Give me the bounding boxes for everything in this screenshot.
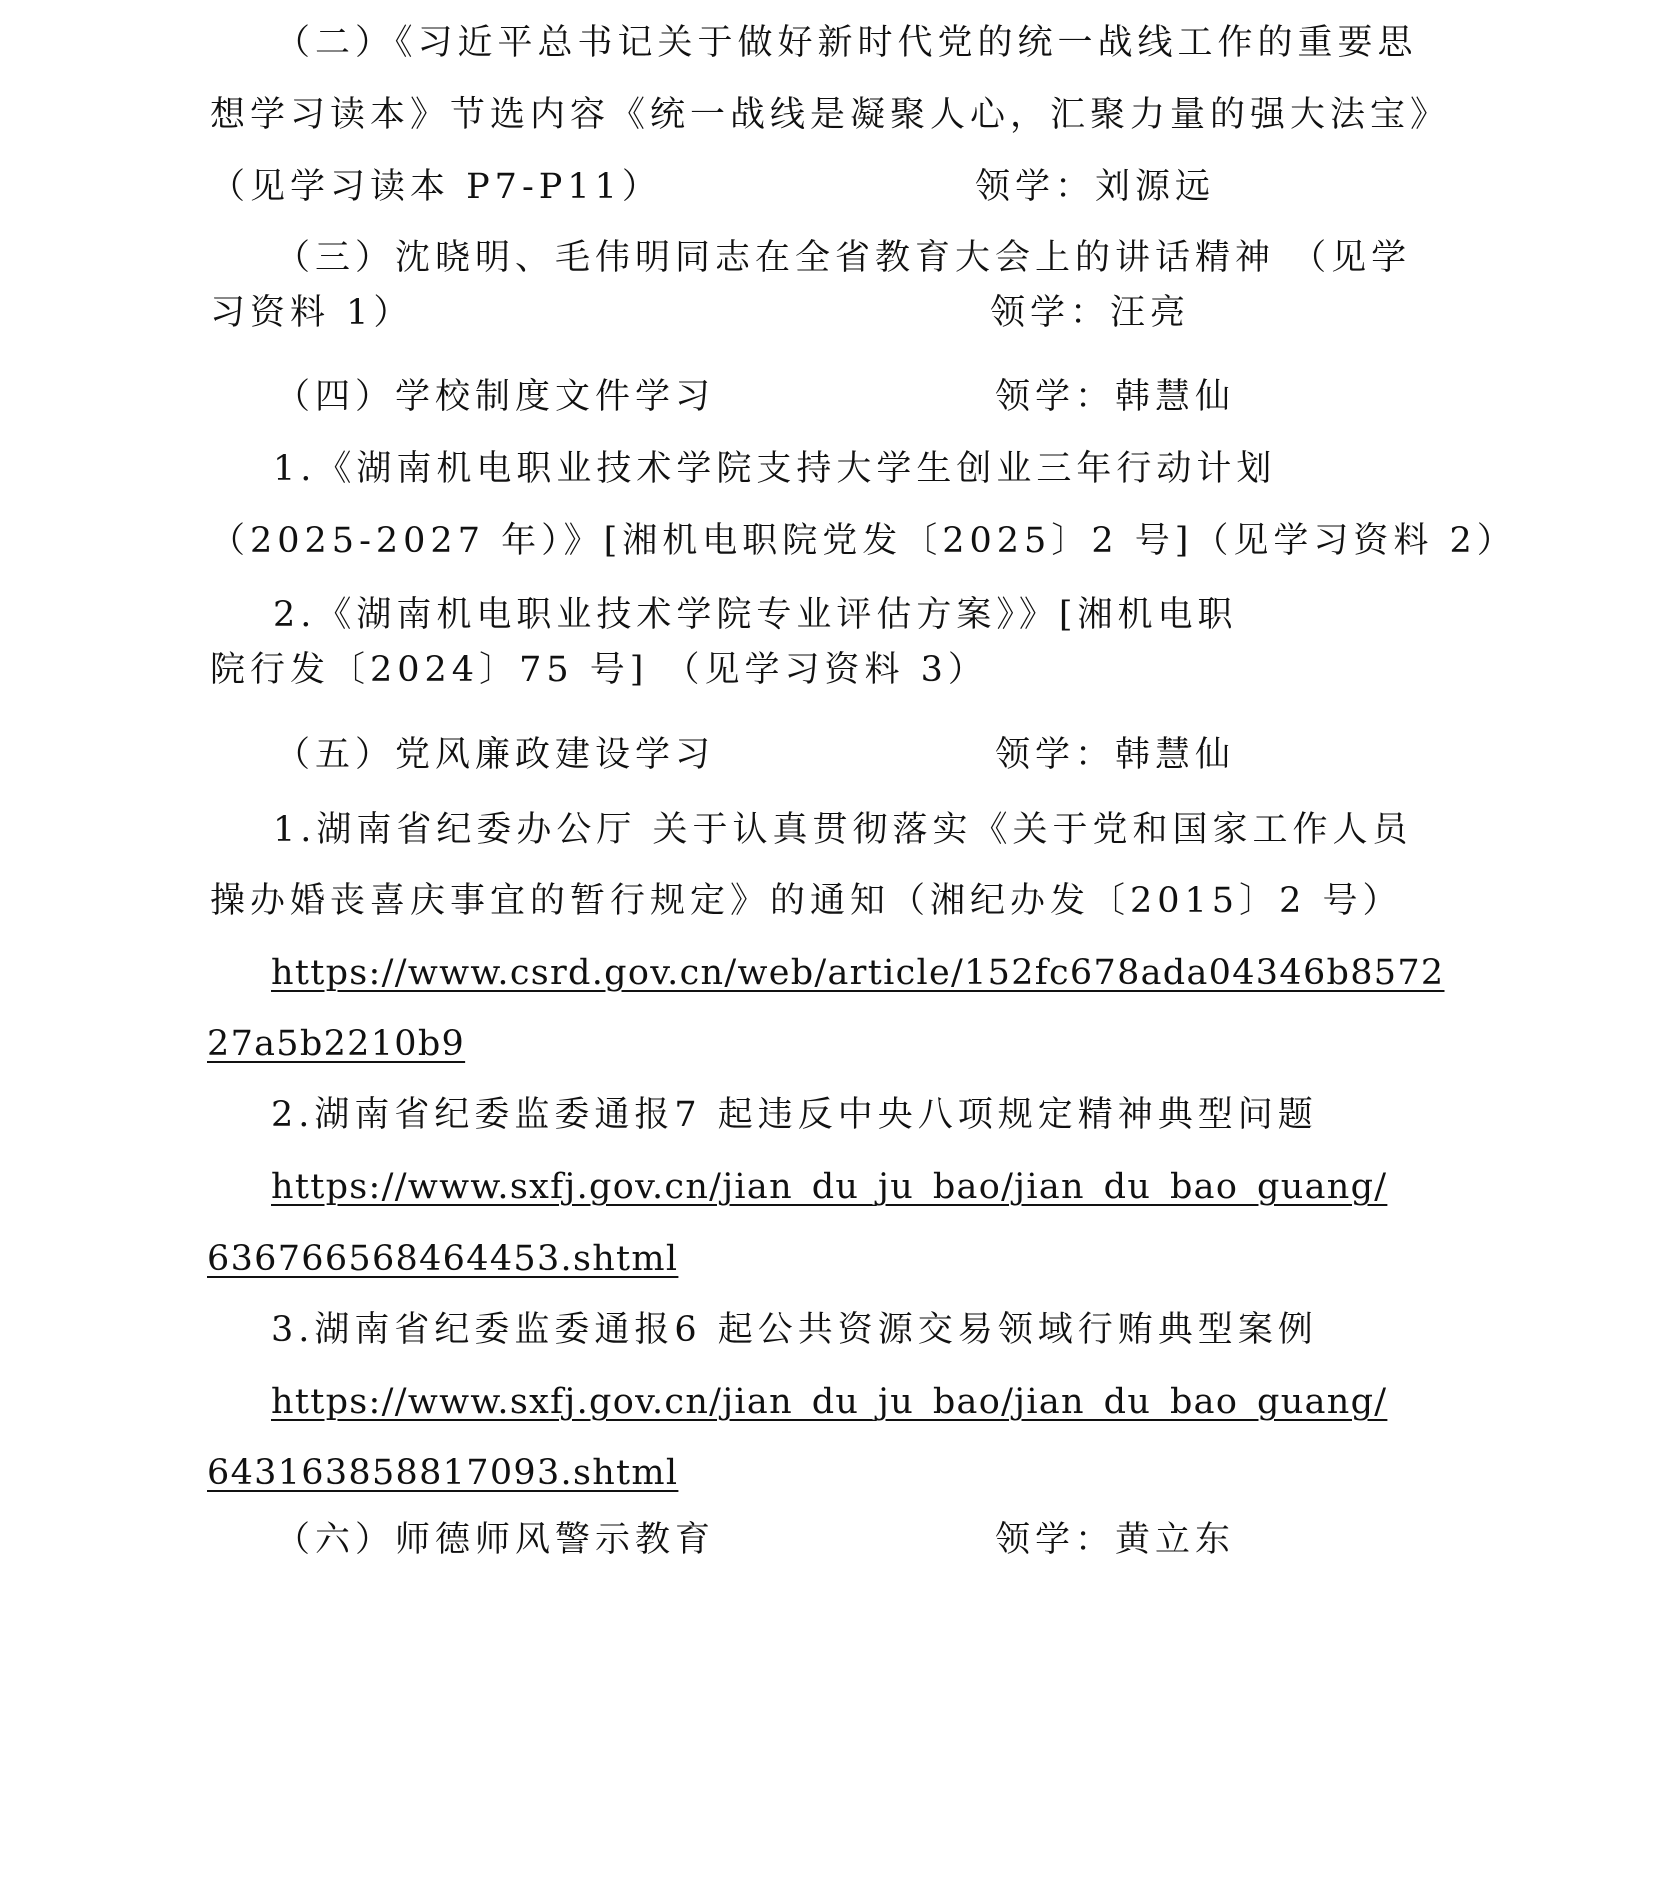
section-5-item-2-url-line-1[interactable]: https://www.sxfj.gov.cn/jian_du_ju_bao/jian_du_bao_guang/ <box>271 1167 1388 1207</box>
section-5-item-3-url-line-2[interactable]: 643163858817093.shtml <box>207 1453 679 1493</box>
section-6-lead: 领学：黄立东 <box>995 1520 1236 1560</box>
section-5-item-1-line-1: 1.湖南省纪委办公厅 关于认真贯彻落实《关于党和国家工作人员 <box>273 810 1413 850</box>
section-5-item-3-line-1: 3.湖南省纪委监委通报6 起公共资源交易领域行贿典型案例 <box>271 1310 1318 1350</box>
section-5-item-1-url-line-1[interactable]: https://www.csrd.gov.cn/web/article/152fc678ada04346b8572 <box>271 953 1445 993</box>
section-5-item-1-line-2: 操办婚丧喜庆事宜的暂行规定》的通知（湘纪办发〔2015〕2 号） <box>210 881 1403 921</box>
section-4-item-1-line-1: 1.《湖南机电职业技术学院支持大学生创业三年行动计划 <box>273 449 1277 489</box>
section-2-line-3: （见学习读本 P7-P11） <box>210 167 662 207</box>
section-4-lead: 领学：韩慧仙 <box>995 377 1236 417</box>
section-5-title: （五）党风廉政建设学习 <box>275 735 716 775</box>
section-2-lead: 领学：刘源远 <box>975 167 1216 207</box>
section-6-title: （六）师德师风警示教育 <box>275 1520 716 1560</box>
section-3-line-2: 习资料 1） <box>210 293 414 333</box>
section-3-lead: 领学：汪亮 <box>990 293 1191 333</box>
section-5-item-2-url-line-2[interactable]: 636766568464453.shtml <box>207 1239 679 1279</box>
section-4-item-2-line-1: 2.《湖南机电职业技术学院专业评估方案》》[湘机电职 <box>273 595 1238 635</box>
section-5-item-2-line-1: 2.湖南省纪委监委通报7 起违反中央八项规定精神典型问题 <box>271 1095 1318 1135</box>
section-5-item-1-url-line-2[interactable]: 27a5b2210b9 <box>207 1024 466 1064</box>
section-4-item-2-line-2: 院行发〔2024〕75 号] （见学习资料 3） <box>210 650 988 690</box>
section-4-title: （四）学校制度文件学习 <box>275 377 716 417</box>
section-3-line-1: （三）沈晓明、毛伟明同志在全省教育大会上的讲话精神 （见学 <box>275 238 1412 278</box>
section-2-line-2: 想学习读本》节选内容《统一战线是凝聚人心，汇聚力量的强大法宝》 <box>210 95 1451 135</box>
section-5-lead: 领学：韩慧仙 <box>995 735 1236 775</box>
section-4-item-1-line-2: （2025-2027 年）》[湘机电职院党发〔2025〕2 号]（见学习资料 2） <box>210 521 1517 561</box>
section-5-item-3-url-line-1[interactable]: https://www.sxfj.gov.cn/jian_du_ju_bao/jian_du_bao_guang/ <box>271 1382 1388 1422</box>
section-2-line-1: （二）《习近平总书记关于做好新时代党的统一战线工作的重要思 <box>275 23 1418 63</box>
